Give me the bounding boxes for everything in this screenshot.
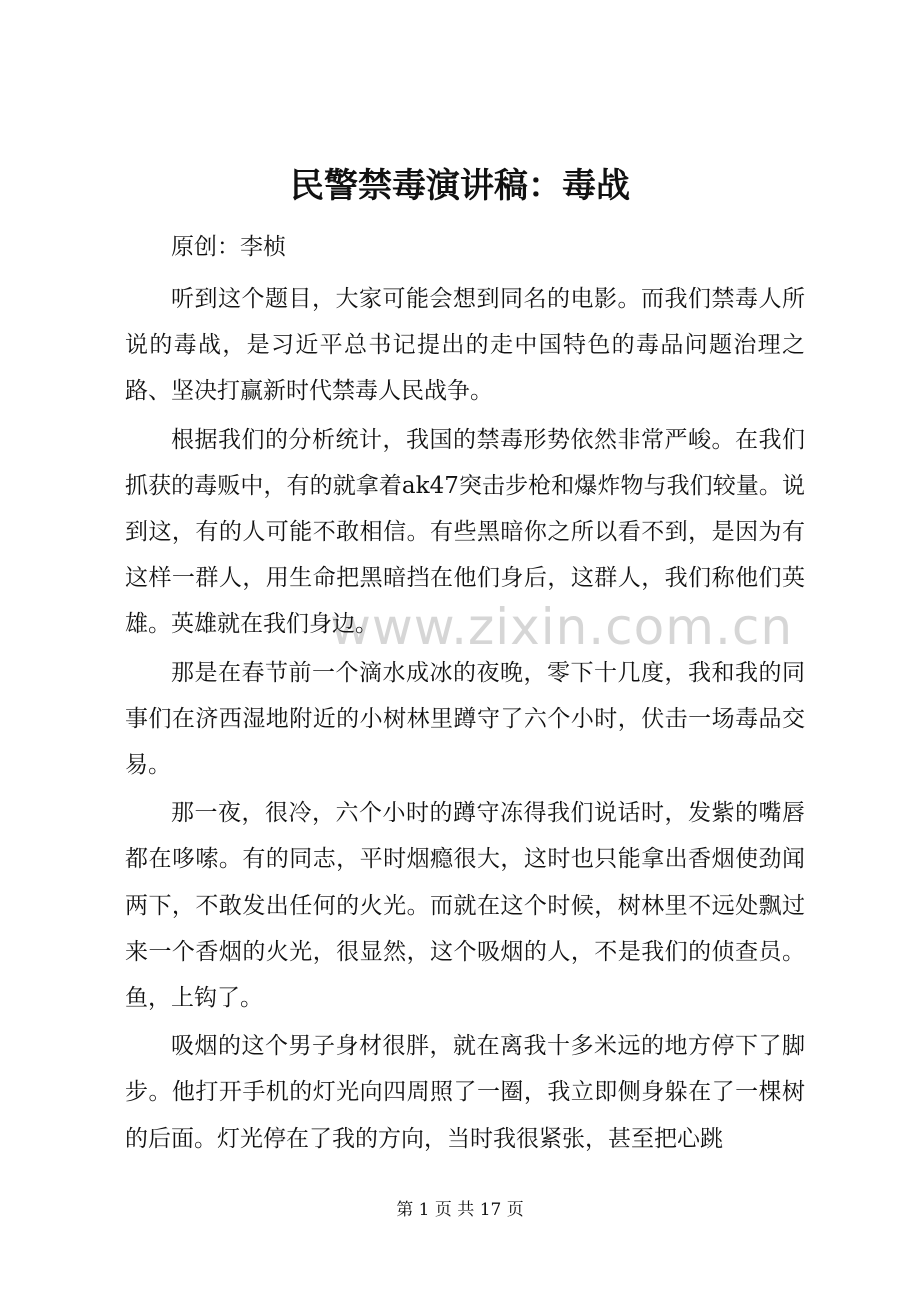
paragraph-5: 吸烟的这个男子身材很胖，就在离我十多米远的地方停下了脚步。他打开手机的灯光向四周照了一圈，我立即侧身躲在了一棵树的后面。灯光停在了我的方向，当时我很紧张，甚至把心跳 — [125, 1033, 805, 1152]
paragraph-4: 那一夜，很冷，六个小时的蹲守冻得我们说话时，发紫的嘴唇都在哆嗦。有的同志，平时烟瘾很大，这时也只能拿出香烟使劲闻两下，不敢发出任何的火光。而就在这个时候，树林里不远处飘过来一个香烟的火光，很显然，这个吸烟的人，不是我们的侦查员。鱼，上钩了。 — [125, 800, 805, 1012]
paragraph-2: 根据我们的分析统计，我国的禁毒形势依然非常严峻。在我们抓获的毒贩中，有的就拿着ak47突击步枪和爆炸物与我们较量。说到这，有的人可能不敢相信。有些黑暗你之所以看不到，是因为有这样一群人，用生命把黑暗挡在他们身后，这群人，我们称他们英雄。英雄就在我们身边。 — [125, 426, 805, 638]
paragraph-3: 那是在春节前一个滴水成冰的夜晚，零下十几度，我和我的同事们在济西湿地附近的小树林里蹲守了六个小时，伏击一场毒品交易。 — [125, 659, 805, 779]
author-line: 原创：李桢 — [171, 234, 286, 260]
document-body — [125, 224, 805, 1164]
watermark: www.zixin.com.cn — [330, 598, 794, 656]
paragraph-1: 听到这个题目，大家可能会想到同名的电影。而我们禁毒人所说的毒战，是习近平总书记提出的走中国特色的毒品问题治理之路、坚决打赢新时代禁毒人民战争。 — [125, 286, 805, 405]
page-footer: 第 1 页 共 17 页 — [396, 1200, 524, 1220]
document-title: 民警禁毒演讲稿：毒战 — [290, 166, 630, 206]
